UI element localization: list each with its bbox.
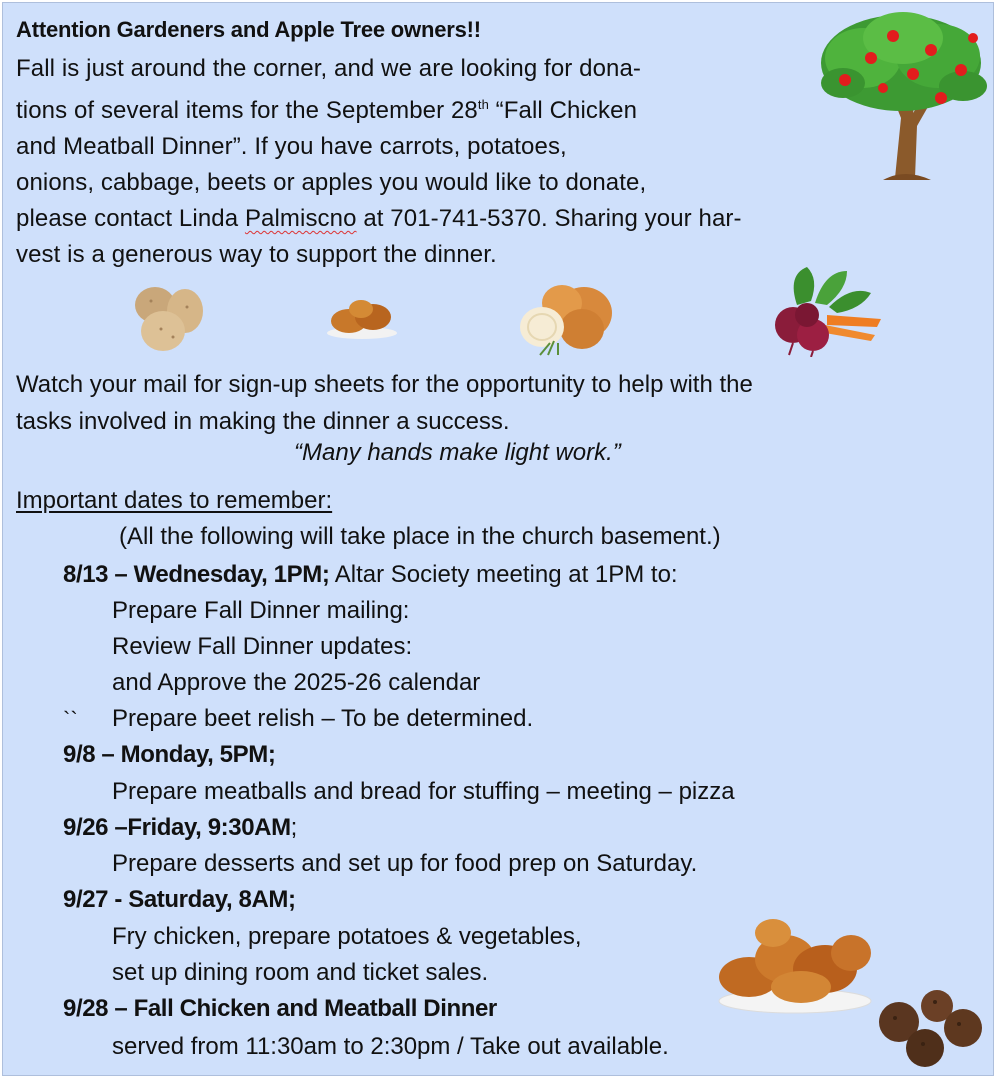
dates-note: (All the following will take place in the church basement.) <box>119 523 721 550</box>
event-date <box>63 741 275 769</box>
flyer-card <box>2 2 994 1076</box>
intro-text: please contact Linda <box>16 205 245 232</box>
intro-line: vest is a generous way to support the dinner. <box>16 241 497 268</box>
fried-chicken-platter-icon <box>715 911 875 1016</box>
event-date <box>63 995 497 1023</box>
event-description: Altar Society meeting at 1PM to: <box>329 561 678 588</box>
event-date <box>63 886 296 914</box>
intro-line: Fall is just around the corner, and we are looking for dona- <box>16 55 642 82</box>
event-detail: served from 11:30am to 2:30pm / Take out available. <box>112 1033 669 1060</box>
meatballs-icon <box>875 988 987 1070</box>
dates-heading: Important dates to remember: <box>16 487 333 514</box>
intro-line <box>16 201 956 237</box>
intro-text: “Fall Chicken <box>488 97 638 124</box>
onions-icon <box>518 279 618 359</box>
event-detail: Review Fall Dinner updates: <box>112 633 413 660</box>
event-date-label: 9/28 – Fall Chicken and Meatball Dinner <box>63 995 497 1022</box>
event-detail: Prepare meatballs and bread for stuffing – meeting – pizza <box>112 778 735 805</box>
intro-line: onions, cabbage, beets or apples you would like to donate, <box>16 169 647 196</box>
event-detail: Prepare Fall Dinner mailing: <box>112 597 410 624</box>
intro-text: at 701-741-5370. Sharing your har- <box>356 205 742 232</box>
signup-paragraph <box>16 366 976 440</box>
intro-paragraph <box>16 51 806 273</box>
potatoes-icon <box>129 281 209 355</box>
contact-name: Palmiscno <box>244 205 357 232</box>
event-detail: Fry chicken, prepare potatoes & vegetables, <box>112 923 582 950</box>
event-date <box>63 561 678 589</box>
tick-marks: `` <box>63 707 78 732</box>
beets-carrots-icon <box>767 265 885 357</box>
event-detail: set up dining room and ticket sales. <box>112 959 489 986</box>
headline: Attention Gardeners and Apple Tree owners!! <box>16 17 481 42</box>
signup-line: Watch your mail for sign-up sheets for the opportunity to help with the <box>16 371 753 398</box>
event-date-label: 8/13 – Wednesday, 1PM; <box>63 561 330 588</box>
fried-chicken-icon <box>325 293 399 341</box>
event-description: ; <box>290 814 298 841</box>
event-detail: Prepare beet relish – To be determined. <box>112 705 534 732</box>
quote: “Many hands make light work.” <box>294 439 621 466</box>
ordinal-suffix: th <box>477 97 489 112</box>
event-date-label: 9/26 –Friday, 9:30AM <box>63 814 291 841</box>
event-detail: and Approve the 2025-26 calendar <box>112 669 481 696</box>
event-date-label: 9/8 – Monday, 5PM; <box>63 741 276 768</box>
intro-text: tions of several items for the September 28 <box>16 97 478 124</box>
event-date-label: 9/27 - Saturday, 8AM; <box>63 886 296 913</box>
intro-line <box>16 87 806 129</box>
apple-tree-icon <box>813 8 989 183</box>
event-date <box>63 814 297 842</box>
signup-line: tasks involved in making the dinner a success. <box>16 408 510 435</box>
event-detail: Prepare desserts and set up for food prep on Saturday. <box>112 850 698 877</box>
intro-line: and Meatball Dinner”. If you have carrots, potatoes, <box>16 133 567 160</box>
